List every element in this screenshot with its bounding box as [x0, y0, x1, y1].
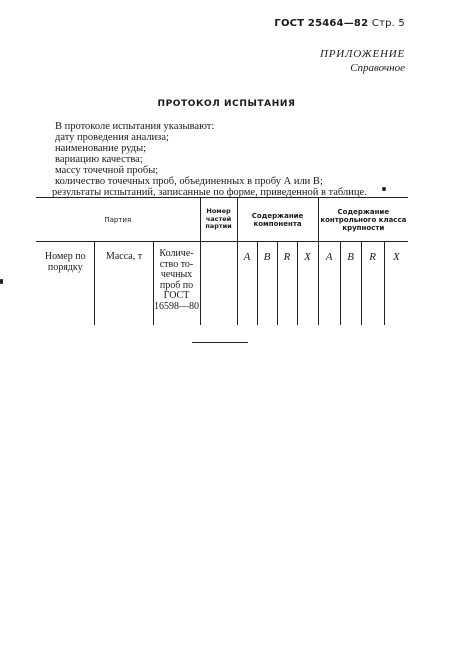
cell-class-r: R — [361, 242, 384, 326]
header-parts-number: Номер частей партии — [200, 198, 237, 242]
print-speck — [0, 279, 3, 284]
cell-component-a: A — [237, 242, 257, 326]
cell-parts-number — [200, 242, 237, 326]
cell-component-r: R — [277, 242, 297, 326]
cell-mass: Масса, т — [94, 242, 153, 326]
cell-line: проб по — [159, 279, 194, 291]
page-number: Стр. 5 — [371, 18, 405, 29]
cell-sample-count — [153, 242, 200, 326]
cell-class-b: B — [340, 242, 361, 326]
list-item: количество точечных проб, объединенных в пробу А или В; — [55, 176, 323, 187]
header-component-content: Содержание компонента — [237, 198, 318, 242]
cell-line: ГОСТ — [163, 290, 190, 301]
protocol-table — [36, 197, 408, 325]
header-control-class-content: Содержание контрольного класса крупности — [318, 198, 408, 242]
cell-component-b: B — [257, 242, 277, 326]
cell-component-x: X — [297, 242, 318, 326]
cell-line: ство то- — [159, 258, 194, 270]
table-row — [36, 242, 408, 326]
annex-subtitle: Справочное — [350, 62, 405, 74]
cell-line: 16598—80 — [154, 300, 199, 312]
list-item: результаты испытаний, записанные по форме, приведенной в таблице. — [52, 187, 367, 198]
annex-title: ПРИЛОЖЕНИЕ — [320, 48, 405, 60]
document-title: ПРОТОКОЛ ИСПЫТАНИЯ — [157, 99, 296, 109]
print-speck — [382, 187, 386, 191]
requirements-list — [52, 121, 415, 198]
end-rule — [192, 342, 248, 343]
annex-label — [320, 47, 405, 75]
cell-line: Количе- — [159, 248, 194, 259]
header-party: Партия — [36, 198, 200, 242]
list-item: наименование руды; — [55, 143, 147, 154]
cell-order-number: Номер по порядку — [36, 242, 94, 326]
list-intro: В протоколе испытания указывают: — [55, 121, 215, 132]
standard-number: ГОСТ 25464—82 — [274, 18, 369, 29]
page-header — [274, 18, 405, 29]
list-item: вариацию качества; — [55, 154, 143, 165]
cell-line: чечных — [160, 269, 193, 280]
table-header-row — [36, 198, 408, 242]
list-item: массу точечной пробы; — [55, 165, 159, 176]
cell-class-x: X — [384, 242, 408, 326]
cell-class-a: A — [318, 242, 340, 326]
list-item: дату проведения анализа; — [55, 132, 169, 143]
